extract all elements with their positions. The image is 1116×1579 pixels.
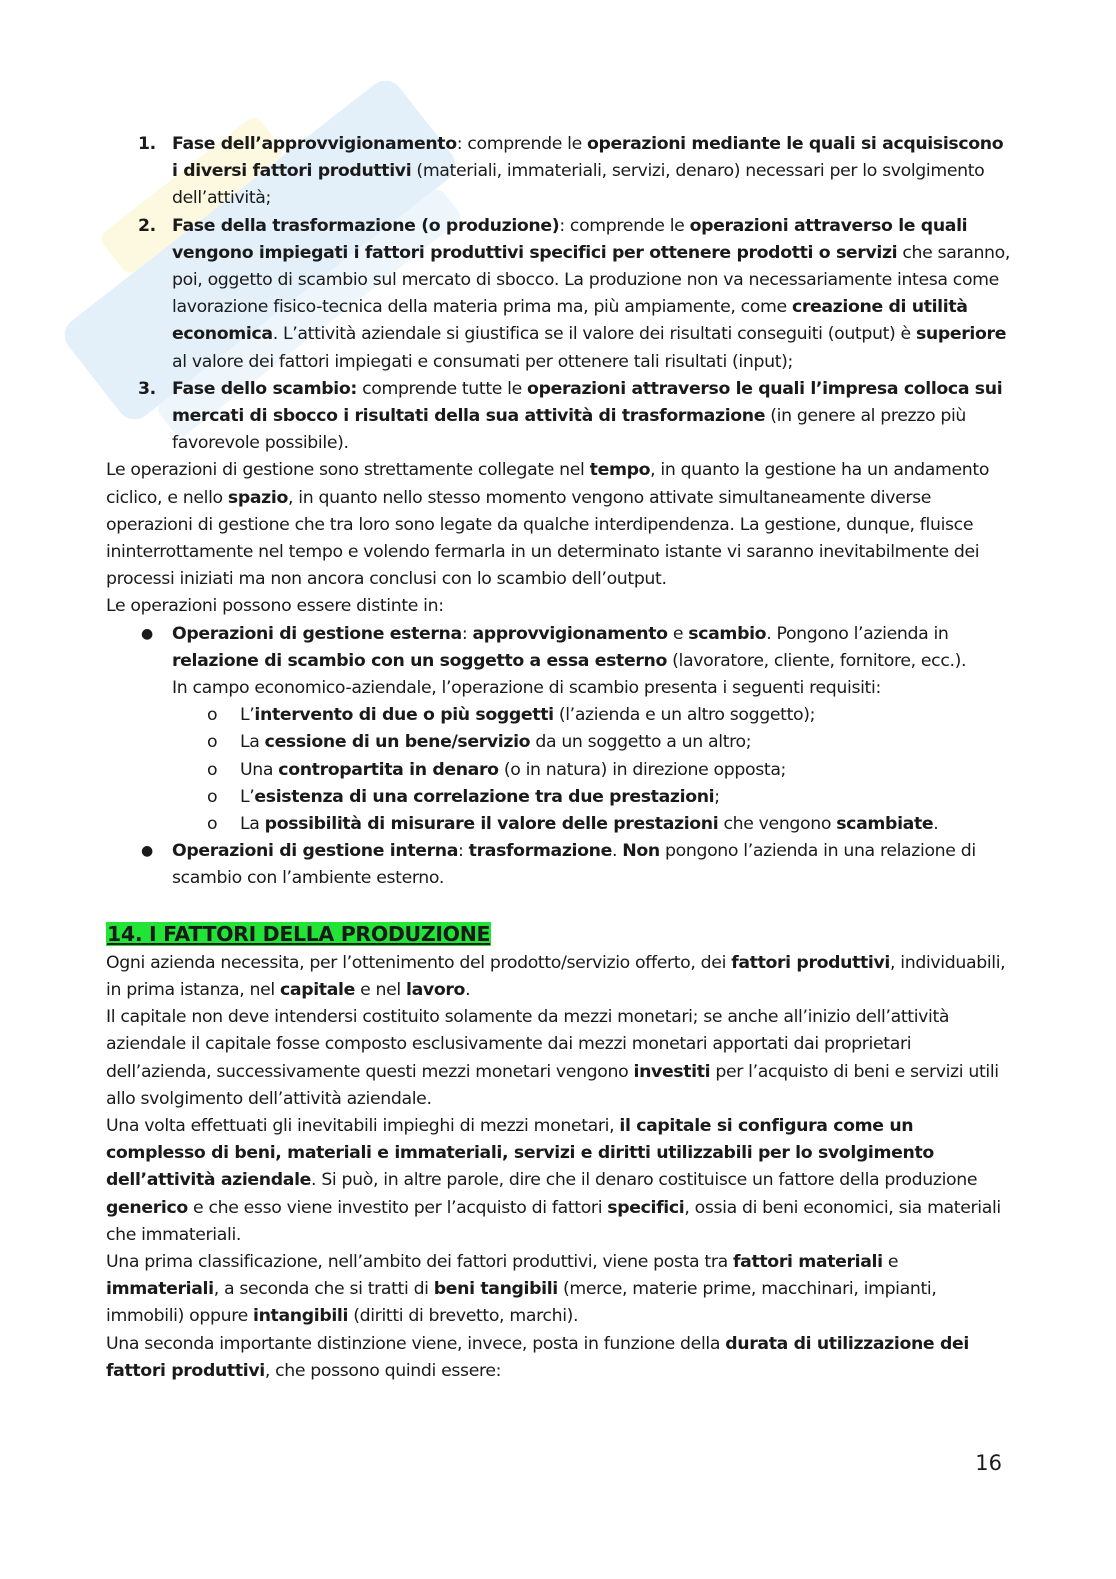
bullet-icon: ●	[141, 625, 153, 642]
list-number: 1.	[138, 134, 156, 154]
circle-bullet-icon: o	[207, 814, 218, 835]
list-item: o La possibilità di misurare il valore delle prestazioni che vengono scambiate.	[172, 811, 1014, 838]
phase-item: 1. Fase dell’approvvigionamento: comprende le operazioni mediante le quali si acquisiscono i diversi fattori produttivi (materiali, immateriali, servizi, denaro) necessari per lo svolgimento dell’attività;	[106, 131, 1014, 213]
circle-bullet-icon: o	[207, 732, 218, 753]
document-body	[106, 131, 1014, 1385]
section-heading: 14. I FATTORI DELLA PRODUZIONE	[107, 921, 491, 946]
management-phases-list	[106, 131, 1014, 457]
paragraph: Il capitale non deve intendersi costituito solamente da mezzi monetari; se anche all’inizio dell’attività aziendale il capitale fosse composto esclusivamente dai mezzi monetari apportati dai proprietari dell’azienda, successivamente questi mezzi monetari vengono investiti per l’acquisto di beni e servizi utili allo svolgimento dell’attività aziendale.	[106, 1007, 999, 1109]
paragraph: Una seconda importante distinzione viene, invece, posta in funzione della durata di utilizzazione dei fattori produttivi, che possono quindi essere:	[106, 1333, 969, 1381]
bullet-icon: ●	[141, 843, 153, 860]
exchange-requisites-list	[172, 702, 1014, 838]
paragraph: Una prima classificazione, nell’ambito dei fattori produttivi, viene posta tra fattori materiali e immateriali, a seconda che si tratti di beni tangibili (merce, materie prime, macchinari, impianti, immobili) oppure intangibili (diritti di brevetto, marchi).	[106, 1251, 937, 1327]
paragraph-operations-distinct: Le operazioni possono essere distinte in:	[106, 596, 444, 617]
circle-bullet-icon: o	[207, 705, 218, 726]
list-item-external-operations: ● Operazioni di gestione esterna: approvvigionamento e scambio. Pongono l’azienda in relazione di scambio con un soggetto a essa esterno (lavoratore, cliente, fornitore, ecc.). In campo economico-aziendale, l’operazione di scambio presenta i seguenti requisiti: o L’intervento di due o più soggetti (l’azienda e un altro soggetto); o La cessione di un bene/servizio da un soggetto a un altro; o Una contropartita in denaro (o in natura) in direzione opposta; o L’esistenza di una correlazione tra due prestazioni; o La possibilità di misurare il valore delle prestazioni che vengono scambiate.	[106, 621, 1014, 839]
list-number: 3.	[138, 378, 156, 399]
page-number: 16	[975, 1451, 1002, 1475]
list-item: o La cessione di un bene/servizio da un soggetto a un altro;	[172, 729, 1014, 756]
phase-item: 2. Fase della trasformazione (o produzione): comprende le operazioni attraverso le quali vengono impiegati i fattori produttivi specifici per ottenere prodotti o servizi che saranno, poi, oggetto di scambio sul mercato di sbocco. La produzione non va necessariamente intesa come lavorazione fisico-tecnica della materia prima ma, più ampiamente, come creazione di utilità economica. L’attività aziendale si giustifica se il valore dei risultati conseguiti (output) è superiore al valore dei fattori impiegati e consumati per ottenere tali risultati (input);	[106, 213, 1014, 376]
paragraph: Una volta effettuati gli inevitabili impieghi di mezzi monetari, il capitale si configura come un complesso di beni, materiali e immateriali, servizi e diritti utilizzabili per lo svolgimento dell’attività aziendale. Si può, in altre parole, dire che il denaro costituisce un fattore della produzione generico e che esso viene investito per l’acquisto di fattori specifici, ossia di beni economici, sia materiali che immateriali.	[106, 1115, 1001, 1245]
list-item: o Una contropartita in denaro (o in natura) in direzione opposta;	[172, 757, 1014, 784]
operations-list	[106, 621, 1014, 893]
paragraph-operations-time-space: Le operazioni di gestione sono strettamente collegate nel tempo, in quanto la gestione ha un andamento ciclico, e nello spazio, in quanto nello stesso momento vengono attivate simultaneamente diverse operazioni di gestione che tra loro sono legate da qualche interdipendenza. La gestione, dunque, fluisce ininterrottamente nel tempo e volendo fermarla in un determinato istante vi saranno inevitabilmente dei processi iniziati ma non ancora conclusi con lo scambio dell’output.	[106, 460, 990, 590]
circle-bullet-icon: o	[207, 759, 218, 780]
list-item: o L’intervento di due o più soggetti (l’azienda e un altro soggetto);	[172, 702, 1014, 729]
circle-bullet-icon: o	[207, 786, 218, 807]
phase-item: 3. Fase dello scambio: comprende tutte le operazioni attraverso le quali l’impresa colloca sui mercati di sbocco i risultati della sua attività di trasformazione (in genere al prezzo più favorevole possibile).	[106, 376, 1014, 458]
list-number: 2.	[138, 215, 156, 236]
list-item-internal-operations: ● Operazioni di gestione interna: trasformazione. Non pongono l’azienda in una relazione di scambio con l’ambiente esterno.	[106, 838, 1014, 892]
list-item: o L’esistenza di una correlazione tra due prestazioni;	[172, 784, 1014, 811]
paragraph: Ogni azienda necessita, per l’ottenimento del prodotto/servizio offerto, dei fattori produttivi, individuabili, in prima istanza, nel capitale e nel lavoro.	[106, 952, 1006, 1000]
